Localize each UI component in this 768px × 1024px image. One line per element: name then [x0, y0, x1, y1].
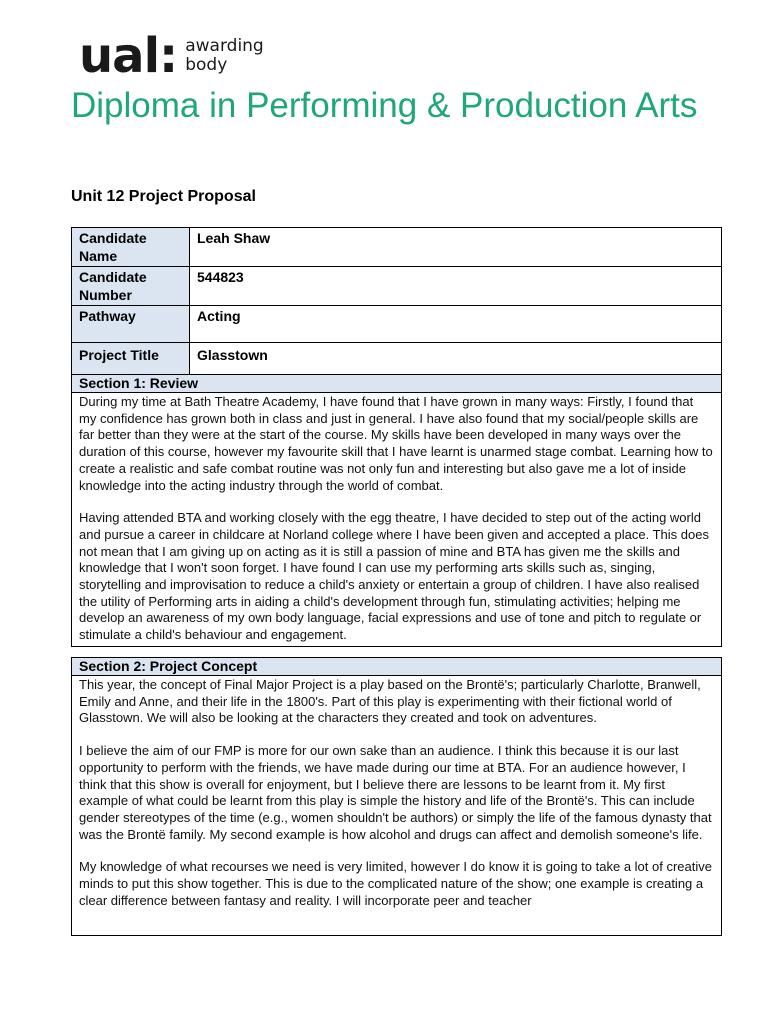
paragraph: During my time at Bath Theatre Academy, I have found that I have grown in many ways: Firstly, I found that my confidence has grown both in class and just in general. I have also found that my social/people skills are far better than they were at the start of the course. My skills have been developed in many ways over the duration of this course, however my favourite skill that I have learnt is unarmed stage combat. Learning how to create a realistic and safe combat routine was not only fun and interesting but also gave me a lot of inside knowledge into the acting industry through the world of combat. [79, 394, 713, 493]
paragraph: This year, the concept of Final Major Project is a play based on the Brontë's; particularly Charlotte, Branwell, Emily and Anne, and their life in the 1800's. Part of this play is experimenting with their fictional world of Glasstown. We will also be looking at the characters they created and took on adventures. [79, 677, 701, 726]
info-label: Candidate Number [72, 267, 190, 306]
section-heading: Section 2: Project Concept [72, 658, 721, 676]
candidate-info-table [71, 227, 722, 380]
logo-mark: ual: [79, 28, 178, 84]
info-row-candidate-name [72, 228, 722, 267]
section-project-concept [71, 657, 722, 936]
unit-heading: Unit 12 Project Proposal [71, 188, 256, 205]
paragraph: My knowledge of what recourses we need is very limited, however I do know it is going to take a lot of creative minds to put this show together. This is due to the complicated nature of the show; one example is creating a clear difference between fantasy and reality. I will incorporate peer and teacher [79, 859, 712, 908]
section-heading: Section 1: Review [72, 375, 721, 393]
logo-line-2: body [185, 55, 228, 75]
logo-subtitle [185, 37, 264, 75]
section-body [72, 393, 721, 646]
document-title: Diploma in Performing & Production Arts [71, 86, 698, 125]
ual-logo [79, 28, 264, 84]
info-value: 544823 [190, 267, 722, 306]
section-review [71, 374, 722, 647]
info-label: Candidate Name [72, 228, 190, 267]
info-value: Leah Shaw [190, 228, 722, 267]
info-label: Project Title [72, 343, 190, 380]
section-body [72, 676, 721, 911]
info-row-pathway [72, 306, 722, 343]
info-label: Pathway [72, 306, 190, 343]
paragraph: Having attended BTA and working closely with the egg theatre, I have decided to step out of the acting world and pursue a career in childcare at Norland college where I have been given and accepted a place. This does not mean that I am giving up on acting as it is still a passion of mine and BTA has given me the skills and knowledge that I won't soon forget. I have found I can use my performing arts skills such as, singing, storytelling and improvisation to reduce a child's anxiety or entertain a group of children. I have also realised the utility of Performing arts in aiding a child's development through fun, stimulating activities; helping me develop an awareness of my own body language, facial expressions and use of tone and pitch to regulate or stimulate a child's behaviour and engagement. [79, 510, 709, 643]
info-value: Acting [190, 306, 722, 343]
logo-line-1: awarding [185, 36, 264, 56]
info-value: Glasstown [190, 343, 722, 380]
info-row-candidate-number [72, 267, 722, 306]
paragraph: I believe the aim of our FMP is more for our own sake than an audience. I think this because it is our last opportunity to perform with the friends, we have made during our time at BTA. For an audience however, I think that this show is overall for enjoyment, but I believe there are lessons to be learnt from it. My first example of what could be learnt from this play is simple the history and life of the Brontë's. This can include gender stereotypes of the time (e.g., women shouldn't be authors) or simply the life of the famous dynasty that was the Brontë family. My second example is how alcohol and drugs can affect and demolish someone's life. [79, 743, 712, 842]
